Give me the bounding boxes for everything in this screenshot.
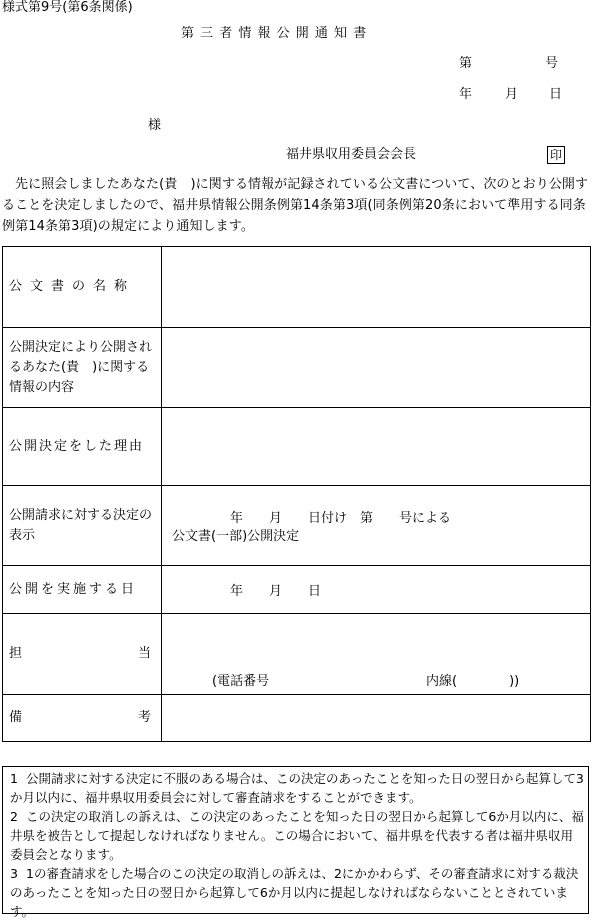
number-dai: 第	[459, 56, 473, 71]
label-doc-name-text: 公文書の名称	[9, 279, 136, 294]
row-remarks	[3, 695, 591, 742]
cell-contact	[162, 614, 591, 695]
notes-box	[2, 766, 589, 919]
label-contact-a: 担	[9, 646, 23, 661]
label-contact-b: 当	[137, 646, 151, 661]
row-info-content	[3, 328, 591, 408]
note-item	[10, 864, 584, 921]
cell-date: 年 月 日	[162, 566, 591, 614]
label-info-content: 公開決定により公開されるあなた(貴 )に関する情報の内容	[3, 328, 162, 408]
form-id: 様式第9号(第6条関係)	[2, 0, 133, 15]
contact-ext: 内線( ))	[426, 674, 520, 689]
date-year: 年	[459, 87, 473, 102]
label-decision: 公開請求に対する決定の表示	[3, 486, 162, 566]
date-day: 日	[549, 87, 563, 102]
decision-line2: 公文書(一部)公開決定	[172, 529, 300, 544]
cell-doc-name	[162, 247, 591, 328]
cell-info-content	[162, 328, 591, 408]
row-date	[3, 566, 591, 614]
row-doc-name	[3, 247, 591, 328]
cell-decision	[162, 486, 591, 566]
note-text: 公開請求に対する決定に不服のある場合は、この決定のあったことを知った日の翌日から起算して3か月以内に、福井県収用委員会に対して審査請求をすることができます。	[10, 771, 584, 805]
issuer-name: 福井県収用委員会会長	[286, 147, 417, 162]
date-month: 月	[505, 87, 519, 102]
label-contact	[9, 644, 157, 664]
note-item	[10, 769, 584, 807]
number-go: 号	[545, 56, 559, 71]
contact-phone: (電話番号	[212, 674, 270, 689]
cell-reason	[162, 408, 591, 486]
contact-line	[162, 668, 590, 694]
label-remarks-b: 考	[137, 710, 151, 725]
addressee-suffix: 様	[148, 118, 162, 133]
note-item	[10, 807, 584, 864]
intro-paragraph: 先に照会しましたあなた(貴 )に関する情報が記録されている公文書について、次のとおり公開することを決定しましたので、福井県情報公開条例第14条第3項(同条例第20条において準用する同条例第14条第3項)の規定により通知します。	[2, 177, 589, 234]
note-number: 2	[10, 809, 18, 824]
note-number: 1	[10, 771, 18, 786]
notice-table	[2, 246, 591, 742]
note-number: 3	[10, 866, 18, 881]
row-reason	[3, 408, 591, 486]
label-doc-name	[9, 277, 157, 297]
label-remarks	[9, 708, 157, 728]
decision-line1: 年 月 日付け 第 号による	[230, 511, 452, 526]
label-reason: 公開決定をした理由	[3, 408, 162, 486]
page-title: 第 三 者 情 報 公 開 通 知 書	[181, 26, 368, 41]
note-text: 1の審査請求をした場合のこの決定の取消しの訴えは、2にかかわらず、その審査請求に対する裁決のあったことを知った日の翌日から起算して6か月以内に提起しなければならないこととされています。	[10, 866, 579, 919]
label-remarks-a: 備	[9, 710, 23, 725]
row-contact	[3, 614, 591, 695]
label-date: 公開を実施する日	[3, 566, 162, 614]
cell-remarks	[162, 695, 591, 742]
note-text: この決定の取消しの訴えは、この決定のあったことを知った日の翌日から起算して6か月以内に、福井県を被告として提起しなければなりません。この場合において、福井県を代表する者は福井県収用委員会となります。	[10, 809, 584, 862]
row-decision	[3, 486, 591, 566]
seal-mark: 印	[547, 146, 565, 164]
